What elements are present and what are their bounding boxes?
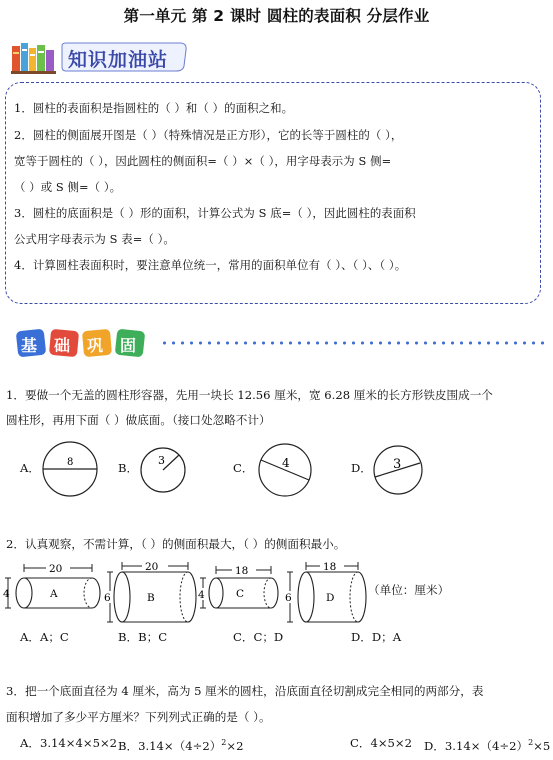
q3-option-c-text: C．4×5×2 (350, 736, 413, 750)
q1-circle-d (371, 444, 425, 496)
q2-cylinder-c-length: 18 (235, 565, 249, 577)
q1-option-d-label[interactable]: D． (351, 461, 372, 475)
q1-text-line1: 1．要做一个无盖的圆柱形容器，先用一块长 12.56 厘米，宽 6.28 厘米的长方形铁皮围成一个 (6, 388, 493, 402)
q3-option-b-suffix: ×2 (226, 738, 244, 753)
q2-text: 2．认真观察，不需计算，（ ）的侧面积最大，（ ）的侧面积最小。 (6, 537, 346, 551)
q2-cylinder-d-name: D (326, 592, 335, 604)
q1-circle-c-value: 4 (282, 456, 290, 470)
knowledge-section-header (60, 42, 190, 72)
knowledge-line: 3．圆柱的底面积是（ ）形的面积，计算公式为 S 底=（ ），因此圆柱的表面积 (14, 206, 416, 220)
knowledge-line: 1．圆柱的表面积是指圆柱的（ ）和（ ）的面积之和。 (14, 101, 294, 115)
q1-circle-b-value: 3 (158, 454, 165, 467)
q2-cylinder-b (100, 560, 200, 626)
knowledge-line: 宽等于圆柱的（ ），因此圆柱的侧面积=（ ）×（ ），用字母表示为 S 侧= (14, 154, 392, 168)
q3-option-d[interactable] (424, 736, 550, 753)
q2-unit-note: （单位：厘米） (368, 583, 450, 597)
basic-char: 固 (120, 336, 137, 355)
q2-cylinder-a-length: 20 (49, 563, 63, 575)
q2-cylinder-d (282, 560, 368, 626)
q1-circle-a-value: 8 (67, 457, 74, 468)
q2-cylinder-b-diameter: 6 (104, 592, 111, 604)
q2-option-b[interactable]: B．B；C (118, 630, 168, 644)
knowledge-line: （ ）或 S 侧=（ ）。 (14, 180, 122, 194)
q3-option-d-text: D．3.14×（4÷2） (424, 738, 529, 753)
q3-text-line1: 3．把一个底面直径为 4 厘米，高为 5 厘米的圆柱，沿底面直径切割成完全相同的两部分，表 (6, 684, 484, 698)
q2-cylinder-d-diameter: 6 (285, 592, 292, 604)
knowledge-line: 4．计算圆柱表面积时，要注意单位统一，常用的面积单位有（ ）、（ ）、（ ）。 (14, 258, 407, 272)
q3-option-a[interactable] (20, 736, 117, 750)
q1-circle-b (138, 446, 188, 494)
q3-option-d-exponent: 2 (528, 738, 534, 747)
q1-text-line2: 圆柱形，再用下面（ ）做底面。（接口处忽略不计） (6, 413, 271, 427)
q2-cylinder-c-diameter: 4 (198, 589, 205, 601)
q3-option-a-text: A．3.14×4×5×2 (20, 736, 118, 750)
q2-cylinder-a-diameter: 4 (3, 588, 10, 600)
q2-option-c[interactable]: C．C；D (233, 630, 284, 644)
dotted-divider (160, 341, 545, 345)
q3-text-line2: 面积增加了多少平方厘米？下列列式正确的是（ ）。 (6, 710, 271, 724)
q2-cylinder-b-name: B (147, 592, 155, 604)
q2-cylinder-c (196, 564, 282, 616)
q1-option-a-label[interactable]: A． (20, 461, 40, 475)
knowledge-line: 2．圆柱的侧面展开图是（ ）（特殊情况是正方形），它的长等于圆柱的（ ）， (14, 128, 403, 142)
basic-char: 础 (54, 336, 71, 355)
q1-circle-a (40, 440, 100, 498)
knowledge-section-title: 知识加油站 (68, 49, 169, 71)
basic-section-header (14, 326, 154, 360)
q1-circle-d-value: 3 (393, 457, 402, 472)
q3-option-b[interactable] (118, 736, 243, 753)
page-title: 第一单元 第 2 课时 圆柱的表面积 分层作业 (123, 7, 430, 25)
q1-circle-c (255, 442, 315, 498)
q1-option-c-label[interactable]: C． (233, 461, 254, 475)
basic-char: 基 (21, 336, 38, 355)
knowledge-line: 公式用字母表示为 S 表=（ ）。 (14, 232, 175, 246)
q3-option-c[interactable] (350, 736, 412, 750)
q2-cylinder-c-name: C (236, 588, 245, 600)
q3-option-b-text: B．3.14×（4÷2） (118, 738, 222, 753)
q2-cylinder-a-name: A (50, 588, 58, 600)
q2-cylinder-a (4, 560, 104, 616)
q2-cylinder-b-length: 20 (145, 561, 159, 573)
basic-char: 巩 (87, 336, 104, 355)
q2-option-a[interactable]: A．A；C (20, 630, 69, 644)
q2-option-d[interactable]: D．D；A (351, 630, 402, 644)
q3-option-b-exponent: 2 (221, 738, 227, 747)
q3-option-d-suffix: ×5 (533, 738, 551, 753)
books-icon (10, 40, 58, 74)
q2-cylinder-d-length: 18 (323, 561, 337, 573)
q1-option-b-label[interactable]: B． (118, 461, 139, 475)
